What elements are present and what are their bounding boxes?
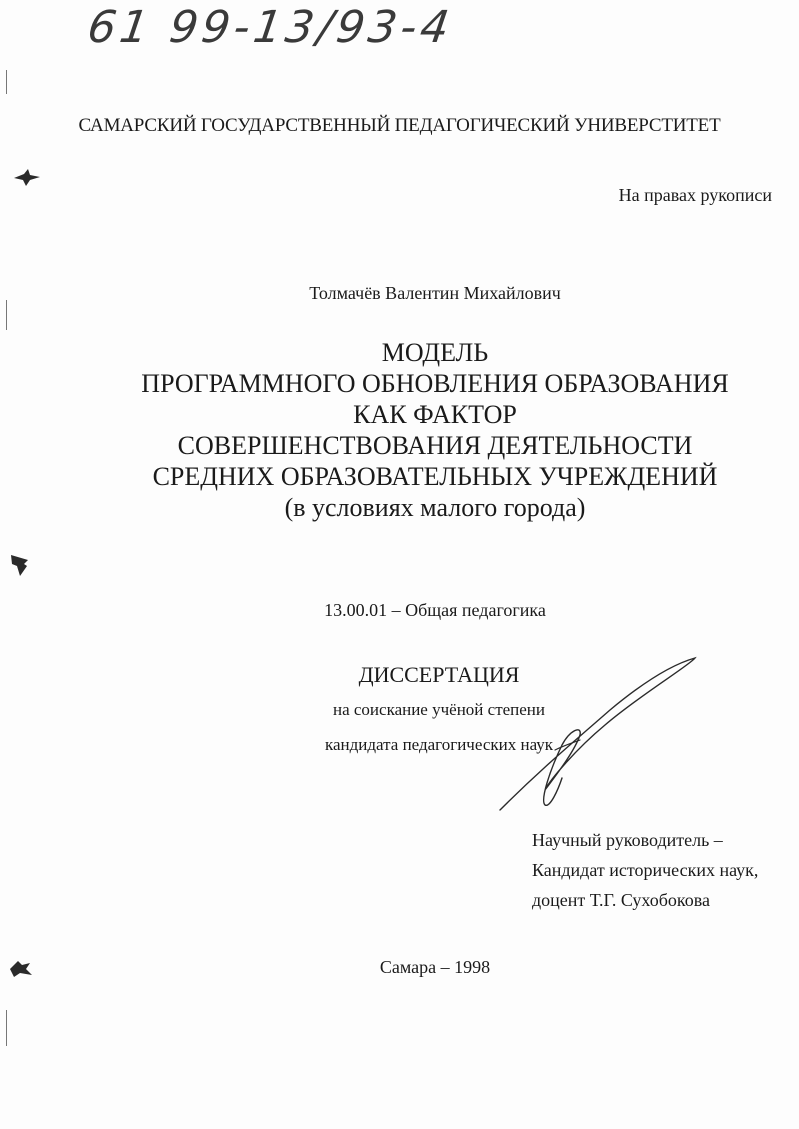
title-line: КАК ФАКТОР: [353, 400, 517, 429]
signature: [490, 650, 710, 820]
title-line: МОДЕЛЬ: [381, 338, 489, 367]
rights-note: На правах рукописи: [618, 185, 772, 205]
title-line: СОВЕРШЕНСТВОВАНИЯ ДЕЯТЕЛЬНОСТИ: [177, 431, 693, 460]
degree-line: кандидата педагогических наук: [324, 735, 554, 754]
city-year: Самара – 1998: [379, 957, 491, 977]
title-subtitle: (в условиях малого города): [284, 493, 586, 522]
scan-edge-mark: [6, 300, 7, 330]
scan-edge-mark: [6, 1010, 7, 1046]
supervisor-line: доцент Т.Г. Сухобокова: [532, 890, 710, 910]
supervisor-line: Кандидат исторических наук,: [532, 860, 759, 880]
specialty-code: 13.00.01 – Общая педагогика: [324, 600, 546, 620]
author-name: Толмачёв Валентин Михайлович: [309, 283, 561, 303]
handwritten-catalog-code: 61 99-13/93-4: [84, 2, 457, 53]
dissertation-title: [0, 337, 799, 523]
title-line: СРЕДНИХ ОБРАЗОВАТЕЛЬНЫХ УЧРЕЖДЕНИЙ: [152, 462, 718, 491]
supervisor-line: Научный руководитель –: [532, 830, 723, 850]
title-line: ПРОГРАММНОГО ОБНОВЛЕНИЯ ОБРАЗОВАНИЯ: [141, 369, 729, 398]
binding-mark-icon: [12, 168, 42, 188]
dissertation-label: ДИССЕРТАЦИЯ: [358, 662, 520, 687]
degree-line: на соискание учёной степени: [332, 700, 546, 719]
university-name: САМАРСКИЙ ГОСУДАРСТВЕННЫЙ ПЕДАГОГИЧЕСКИЙ УНИВЕРСТИТЕТ: [78, 115, 721, 136]
scan-edge-mark: [6, 70, 7, 94]
binding-mark-icon: [8, 552, 32, 578]
